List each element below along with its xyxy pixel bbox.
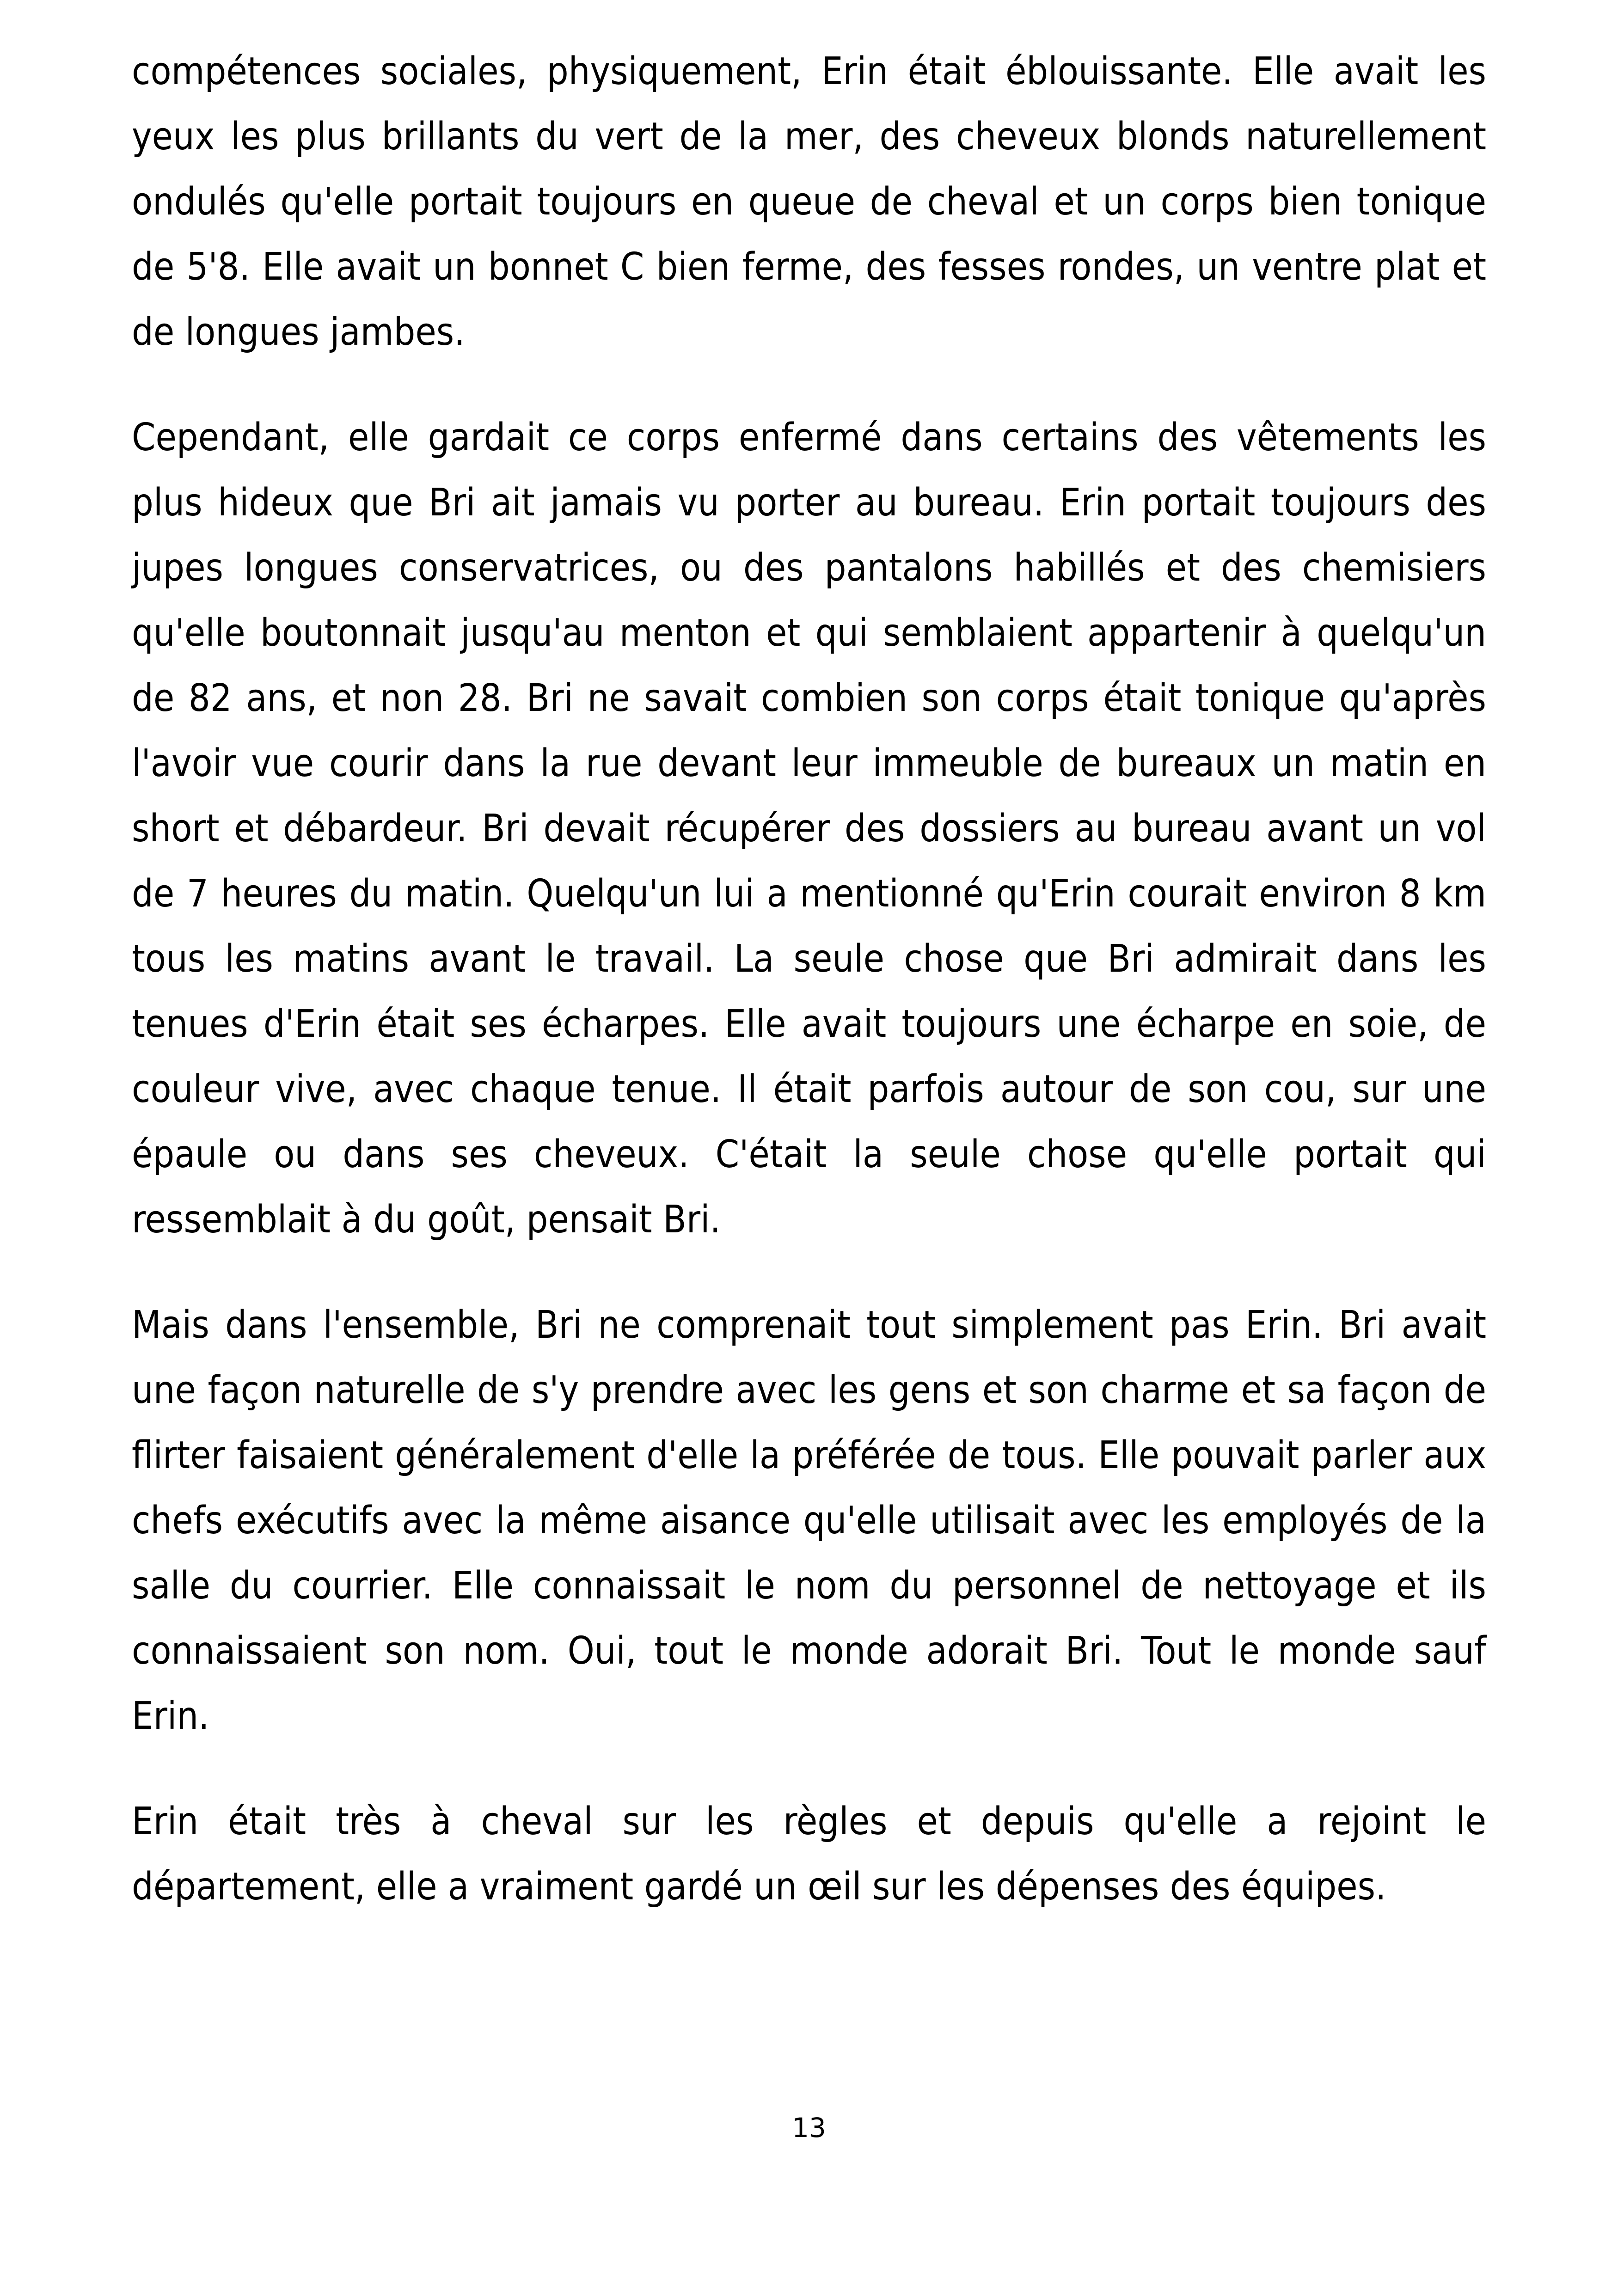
body-text [132, 39, 1486, 1919]
paragraph-2: Cependant, elle gardait ce corps enfermé dans certains des vêtements les plus hideux que Bri ait jamais vu porter au bureau. Erin portait toujours des jupes longues conservatrices, ou des pantalons habillés et des chemisiers qu'elle boutonnait jusqu'au menton et qui semblaient appartenir à quelqu'un de 82 ans, et non 28. Bri ne savait combien son corps était tonique qu'après l'avoir vue courir dans la rue devant leur immeuble de bureaux un matin en short et débardeur. Bri devait récupérer des dossiers au bureau avant un vol de 7 heures du matin. Quelqu'un lui a mentionné qu'Erin courait environ 8 km tous les matins avant le travail. La seule chose que Bri admirait dans les tenues d'Erin était ses écharpes. Elle avait toujours une écharpe en soie, de couleur vive, avec chaque tenue. Il était parfois autour de son cou, sur une épaule ou dans ses cheveux. C'était la seule chose qu'elle portait qui ressemblait à du goût, pensait Bri. [132, 416, 1486, 1242]
paragraph-4: Erin était très à cheval sur les règles et depuis qu'elle a rejoint le département, elle a vraiment gardé un œil sur les dépenses des équipes. [132, 1800, 1486, 1909]
page-number: 13 [792, 2112, 826, 2143]
paragraph-3: Mais dans l'ensemble, Bri ne comprenait tout simplement pas Erin. Bri avait une façon naturelle de s'y prendre avec les gens et son charme et sa façon de flirter faisaient généralement d'elle la préférée de tous. Elle pouvait parler aux chefs exécutifs avec la même aisance qu'elle utilisait avec les employés de la salle du courrier. Elle connaissait le nom du personnel de nettoyage et ils connaissaient son nom. Oui, tout le monde adorait Bri. Tout le monde sauf Erin. [132, 1303, 1486, 1738]
paragraph-1: compétences sociales, physiquement, Erin était éblouissante. Elle avait les yeux les plus brillants du vert de la mer, des cheveux blonds naturellement ondulés qu'elle portait toujours en queue de cheval et un corps bien tonique de 5'8. Elle avait un bonnet C bien ferme, des fesses rondes, un ventre plat et de longues jambes. [132, 49, 1486, 354]
